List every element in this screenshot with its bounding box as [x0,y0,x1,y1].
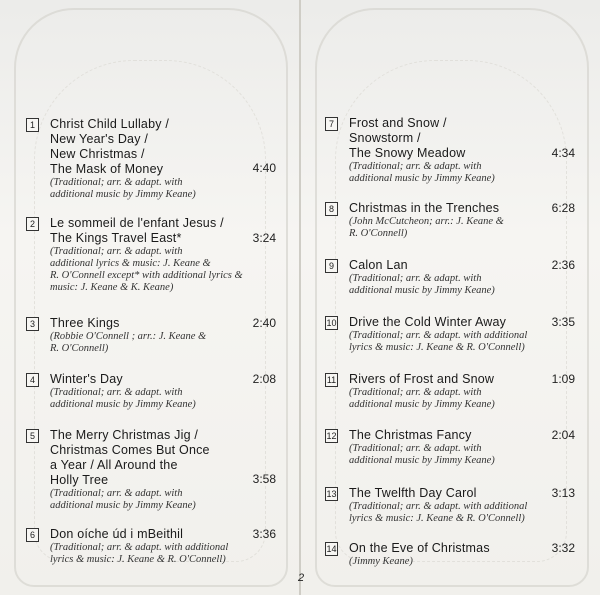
track-4 [26,372,276,411]
track-title: Don oíche úd i mBeithil [50,527,184,541]
track-8 [325,201,575,240]
track-number: 4 [26,373,39,387]
track-number: 11 [326,375,337,385]
track-duration: 2:08 [252,372,276,386]
track-credit: (Traditional; arr. & adapt. with additional music by Jimmy Keane) [349,161,495,184]
track-title: On the Eve of Christmas [349,541,490,555]
track-credit: (Traditional; arr. & adapt. with additional lyrics & music: J. Keane & R. O'Connell) [349,330,528,353]
track-number: 2 [26,217,39,231]
track-credit: (Traditional; arr. & adapt. with additional music by Jimmy Keane) [50,488,196,511]
track-credit: (Jimmy Keane) [349,556,413,567]
track-duration: 4:40 [252,161,276,175]
track-title: The Merry Christmas Jig / Christmas Comes But Once a Year / All Around the Holly Tree [50,428,210,487]
track-credit: (Traditional; arr. & adapt. with additional music by Jimmy Keane) [349,273,495,296]
track-10 [325,315,575,354]
right-page [301,0,600,595]
track-title: Winter's Day [50,372,123,386]
track-duration: 3:13 [551,486,575,500]
track-13 [325,486,575,525]
track-title: Three Kings [50,316,120,330]
page-number: 2 [298,572,305,584]
track-credit: (Traditional; arr. & adapt. with additional music by Jimmy Keane) [349,443,495,466]
track-title: The Twelfth Day Carol [349,486,477,500]
track-title: Christmas in the Trenches [349,201,500,215]
track-9 [325,258,575,297]
track-title: The Christmas Fancy [349,428,472,442]
track-6 [26,527,276,566]
track-number: 10 [326,318,337,328]
track-duration: 3:36 [252,527,276,541]
track-title: Rivers of Frost and Snow [349,372,495,386]
track-duration: 2:36 [551,258,575,272]
track-credit: (Traditional; arr. & adapt. with additional lyrics & music: J. Keane & R. O'Connell) [50,542,229,565]
track-duration: 3:35 [551,315,575,329]
track-12 [325,428,575,467]
track-number: 14 [326,544,337,554]
track-duration: 2:04 [551,428,575,442]
track-duration: 3:32 [551,541,575,555]
track-number: 13 [326,489,337,499]
track-number: 9 [325,259,338,273]
track-title: Calon Lan [349,258,408,272]
track-title: Christ Child Lullaby / New Year's Day / New Christmas / The Mask of Money [50,117,170,176]
track-duration: 6:28 [551,201,575,215]
track-title: Drive the Cold Winter Away [349,315,507,329]
track-7 [325,116,575,185]
track-credit: (Traditional; arr. & adapt. with additional music by Jimmy Keane) [50,177,196,200]
track-credit: (Traditional; arr. & adapt. with additional lyrics & music: J. Keane & R. O'Connell) [349,501,528,524]
track-number: 6 [26,528,39,542]
track-number: 7 [325,117,338,131]
track-credit: (Traditional; arr. & adapt. with additional music by Jimmy Keane) [50,387,196,410]
track-duration: 3:24 [252,231,276,245]
track-number: 1 [26,118,39,132]
track-duration: 4:34 [551,146,575,160]
track-2 [26,216,276,294]
track-duration: 2:40 [252,316,276,330]
track-title: Frost and Snow / Snowstorm / The Snowy Meadow [349,116,466,160]
track-number: 8 [325,202,338,216]
track-number: 5 [26,429,39,443]
track-number: 3 [26,317,39,331]
track-credit: (Robbie O'Connell ; arr.: J. Keane & R. O'Connell) [50,331,207,354]
track-duration: 3:58 [252,472,276,486]
track-duration: 1:09 [551,372,575,386]
track-5 [26,428,276,512]
track-credit: (John McCutcheon; arr.: J. Keane & R. O'Connell) [349,216,504,239]
track-credit: (Traditional; arr. & adapt. with additional music by Jimmy Keane) [349,387,495,410]
track-11 [325,372,575,411]
track-credit: (Traditional; arr. & adapt. with additional lyrics & music: J. Keane & R. O'Connell except* with additional lyrics & music: J. Keane & K. Keane) [50,246,243,293]
track-1 [26,117,276,201]
left-page [0,0,299,595]
track-title: Le sommeil de l'enfant Jesus / The Kings Travel East* [50,216,224,245]
track-number: 12 [326,431,337,441]
track-3 [26,316,276,355]
track-14 [325,541,575,568]
